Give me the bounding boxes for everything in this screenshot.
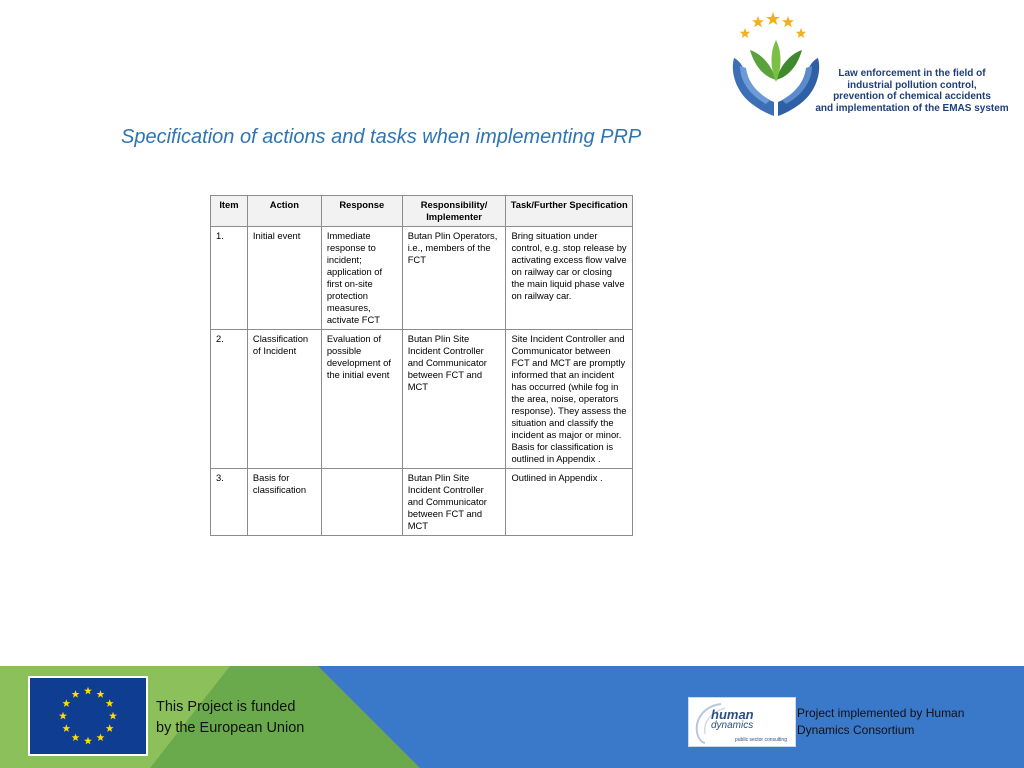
funded-text	[156, 697, 304, 739]
eu-star-icon	[106, 699, 114, 707]
cell-item: 1.	[211, 227, 248, 330]
eu-star-icon	[59, 712, 67, 720]
cell-action: Classification of Incident	[247, 330, 321, 469]
table-header-row	[211, 196, 633, 227]
eu-star-icon	[72, 733, 80, 741]
hd-logo-word: dynamics	[711, 720, 754, 731]
footer	[0, 666, 1024, 768]
col-header-task: Task/Further Specification	[506, 196, 633, 227]
table-row	[211, 469, 633, 536]
logo-caption-line: prevention of chemical accidents	[833, 91, 991, 102]
eu-star-icon	[84, 687, 92, 695]
eu-star-icon	[84, 737, 92, 745]
logo-caption-line: and implementation of the EMAS system	[815, 102, 1009, 114]
cell-response	[321, 469, 402, 536]
cell-responsibility: Butan Plin Operators, i.e., members of the FCT	[402, 227, 506, 330]
logo-caption-line: Law enforcement in the field of	[838, 68, 986, 79]
logo-caption-line: industrial pollution control,	[847, 79, 977, 91]
col-header-responsibility: Responsibility/ Implementer	[402, 196, 506, 227]
col-header-item: Item	[211, 196, 248, 227]
cell-task: Bring situation under control, e.g. stop release by activating excess flow valve on railway car or closing the main liquid phase valve on railway car.	[506, 227, 633, 330]
hd-logo-word: human	[711, 707, 754, 722]
slide-title: Specification of actions and tasks when implementing PRP	[121, 126, 642, 148]
spec-table	[210, 195, 633, 536]
eu-star-icon	[97, 690, 105, 698]
funded-line: This Project is funded	[156, 699, 296, 715]
eu-star-icon	[62, 724, 70, 732]
cell-action: Basis for classification	[247, 469, 321, 536]
header-logo-caption	[806, 68, 1018, 114]
eu-star-icon	[62, 699, 70, 707]
eu-star-icon	[106, 724, 114, 732]
eu-star-icon	[72, 690, 80, 698]
cell-action: Initial event	[247, 227, 321, 330]
col-header-action: Action	[247, 196, 321, 227]
table-row	[211, 227, 633, 330]
human-dynamics-logo	[688, 697, 796, 747]
cell-task: Outlined in Appendix .	[506, 469, 633, 536]
cell-response: Immediate response to incident; application of first on-site protection measures, activate FCT	[321, 227, 402, 330]
hd-logo-tagline: public sector consulting	[735, 737, 787, 743]
col-header-response: Response	[321, 196, 402, 227]
cell-item: 3.	[211, 469, 248, 536]
table-row	[211, 330, 633, 469]
cell-task: Site Incident Controller and Communicator between FCT and MCT are promptly informed that an incident has occurred (while fog in the area, noise, operators response). They assess the situation and classify the incident as major or minor. Basis for classification is outlined in Appendix .	[506, 330, 633, 469]
cell-responsibility: Butan Plin Site Incident Controller and Communicator between FCT and MCT	[402, 330, 506, 469]
eu-star-icon	[97, 733, 105, 741]
eu-star-icon	[109, 712, 117, 720]
implemented-text: Project implemented by Human Dynamics Consortium	[797, 706, 965, 737]
cell-item: 2.	[211, 330, 248, 469]
eu-flag-icon	[28, 676, 148, 756]
funded-line: by the European Union	[156, 720, 305, 736]
cell-response: Evaluation of possible development of the initial event	[321, 330, 402, 469]
cell-responsibility: Butan Plin Site Incident Controller and Communicator between FCT and MCT	[402, 469, 506, 536]
header-logo	[726, 10, 1021, 122]
